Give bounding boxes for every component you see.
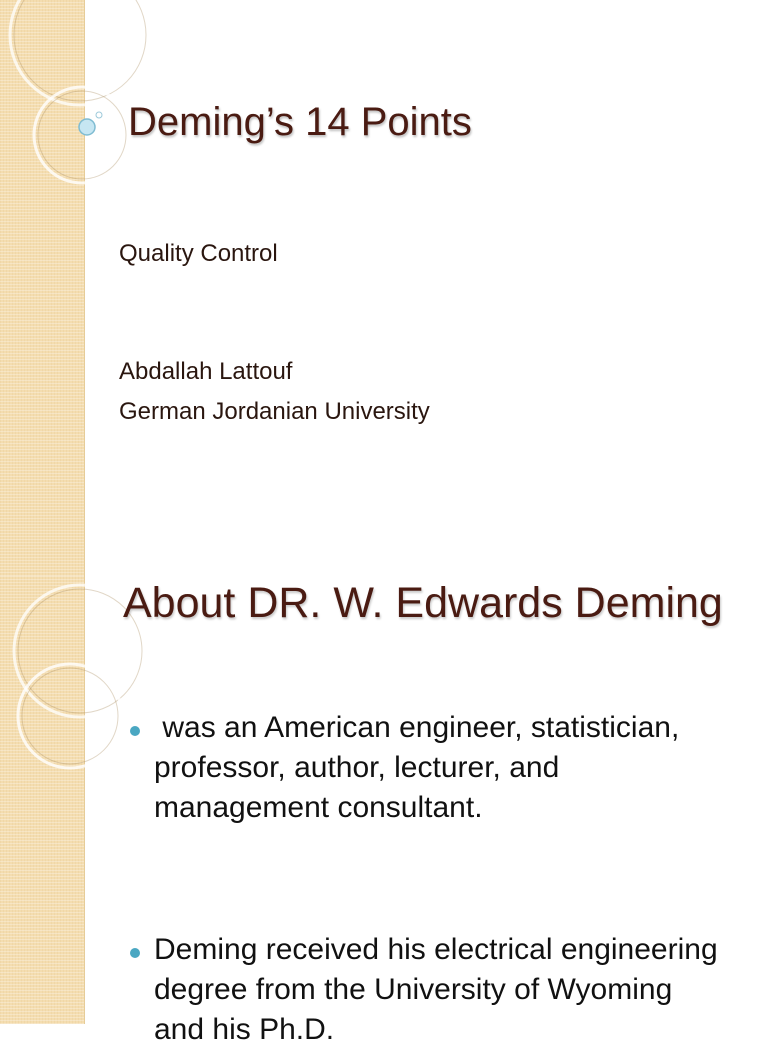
decorative-side-band [0, 576, 85, 1024]
bullet-item [130, 930, 730, 1050]
bullet-text: was an American engineer, statistician, professor, author, lecturer, and management consultant. [154, 711, 688, 824]
decorative-side-band [0, 0, 85, 576]
slide-title: About DR. W. Edwards Deming [123, 579, 723, 627]
author-name: Abdallah Lattouf [119, 358, 293, 385]
bullet-item [130, 708, 730, 828]
course-name: Quality Control [119, 240, 278, 267]
university-name: German Jordanian University [119, 398, 430, 425]
deck-title: Deming’s 14 Points [128, 100, 472, 144]
bullet-text: Deming received his electrical engineering degree from the University of Wyoming and his Ph.D. [154, 933, 726, 1046]
bullet-dot-icon [130, 726, 140, 736]
bullet-dot-icon [130, 948, 140, 958]
